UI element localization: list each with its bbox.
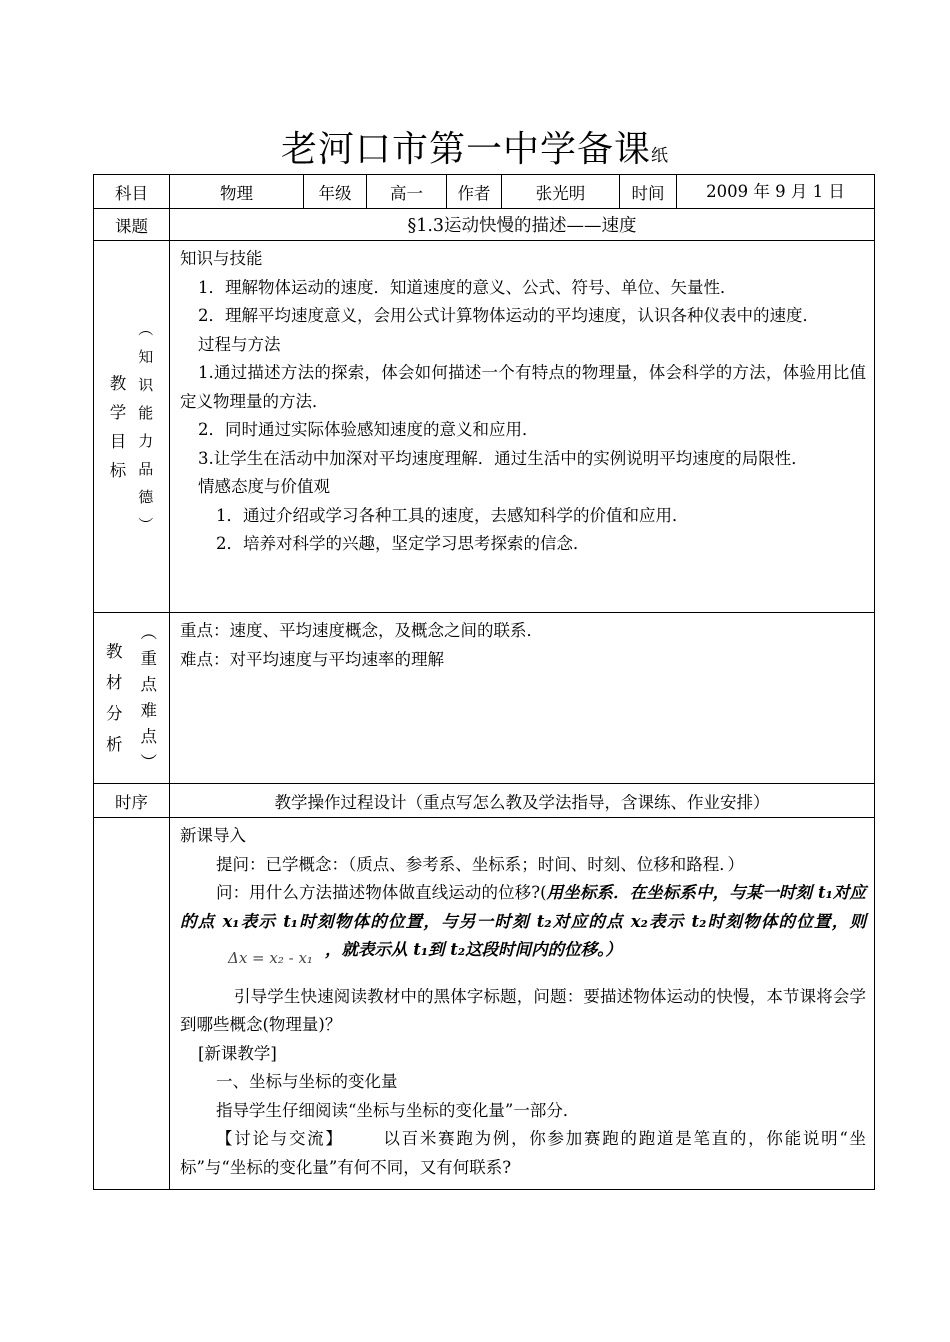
objective-line: 3.让学生在活动中加深对平均速度理解．通过生活中的实例说明平均速度的局限性． — [198, 448, 808, 468]
grade-label: 年级 — [304, 175, 367, 209]
objectives-row — [94, 241, 875, 613]
objectives-content — [170, 241, 875, 613]
analysis-content — [170, 613, 875, 784]
objective-line: 2．同时通过实际体验感知速度的意义和应用． — [198, 420, 539, 439]
discussion-text: 以百米赛跑为例，你参加赛跑的跑道是笔直的，你能说明“坐标”与“坐标的变化量”有何不同，又有何联系? — [180, 1129, 867, 1177]
objective-line: 2．培养对科学的兴趣，坚定学习思考探索的信念． — [216, 534, 590, 553]
topic-row — [94, 209, 875, 241]
section-1-heading: 一、坐标与坐标的变化量 — [216, 1072, 398, 1091]
displacement-formula: Δx = x₂ - x₁ — [228, 949, 313, 967]
seq-cell — [94, 818, 170, 1190]
title-suffix: 纸 — [651, 146, 669, 166]
analysis-label-cell — [94, 613, 170, 784]
new-lesson-heading: [新课教学] — [198, 1043, 277, 1063]
objective-line: 2．理解平均速度意义，会用公式计算物体运动的平均速度，认识各种仪表中的速度． — [198, 306, 819, 325]
objective-heading-attitude: 情感态度与价值观 — [198, 477, 330, 496]
time-label: 时间 — [620, 175, 677, 209]
header-row — [94, 175, 875, 209]
discussion-tag: 【讨论与交流】 — [216, 1129, 344, 1148]
objective-heading-process: 过程与方法 — [198, 334, 281, 354]
subject-value: 物理 — [170, 175, 304, 209]
key-point: 重点：速度、平均速度概念，及概念之间的联系． — [180, 621, 543, 640]
grade-value: 高一 — [367, 175, 447, 209]
question-2-answer-b: ，就表示从 t₁到 t₂这段时间内的位移。） — [324, 940, 622, 959]
process-content — [170, 818, 875, 1190]
question-2 — [180, 879, 866, 965]
objective-line: 1.通过描述方法的探索，体会如何描述一个有特点的物理量，体会科学的方法，体验用比值定义物理量的方法． — [180, 363, 866, 411]
author-label: 作者 — [447, 175, 502, 209]
objective-line: 1．通过介绍或学习各种工具的速度，去感知科学的价值和应用． — [216, 505, 689, 525]
objectives-sublabel: ︵ 知 识 能 力 品 德 ︶ — [138, 319, 154, 534]
page-title — [0, 128, 950, 178]
time-value: 2009 年 9 月 1 日 — [677, 175, 875, 209]
process-row — [94, 818, 875, 1190]
topic-value: §1.3运动快慢的描述——速度 — [170, 209, 875, 241]
seq-label: 时序 — [94, 784, 170, 818]
difficulty: 难点：对平均速度与平均速率的理解 — [180, 649, 444, 669]
instruction-text: 指导学生仔细阅读“坐标与坐标的变化量”一部分． — [216, 1100, 580, 1120]
analysis-row — [94, 613, 875, 784]
question-2-plain: 问：用什么方法描述物体做直线运动的位移?( — [216, 883, 547, 902]
discussion — [180, 1125, 866, 1182]
design-label: 教学操作过程设计（重点写怎么教及学法指导，含课练、作业安排） — [170, 784, 875, 818]
guide-text: 引导学生快速阅读教材中的黑体字标题，问题：要描述物体运动的快慢，本节课将会学到哪些概念(物理量)？ — [180, 986, 866, 1034]
author-value: 张光明 — [502, 175, 620, 209]
process-header-row — [94, 784, 875, 818]
analysis-sublabel: ︵ 重 点 难 点 ︶ — [140, 623, 157, 772]
subject-label: 科目 — [94, 175, 170, 209]
title-main: 老河口市第一中学备课 — [280, 129, 651, 170]
topic-label: 课题 — [94, 209, 170, 241]
lesson-plan-table — [93, 174, 875, 1190]
question-1: 提问：已学概念：（质点、参考系、坐标系；时间、时刻、位移和路程．） — [216, 854, 744, 874]
intro-heading: 新课导入 — [180, 826, 246, 845]
objectives-label-cell — [94, 241, 170, 613]
objectives-label: 教 学 目 标 — [109, 373, 127, 480]
objective-line: 1．理解物体运动的速度．知道速度的意义、公式、符号、单位、矢量性． — [198, 277, 737, 297]
question-2-answer-a: 用坐标系．在坐标系中，与某一时刻 t₁对应的点 x₁表示 t₁时刻物体的位置，与另一时刻 t₂对应的点 x₂表示 t₂时刻物体的位置，则 — [180, 883, 866, 931]
analysis-label: 教 材 分 析 — [106, 642, 123, 754]
objective-heading-knowledge: 知识与技能 — [180, 249, 263, 268]
